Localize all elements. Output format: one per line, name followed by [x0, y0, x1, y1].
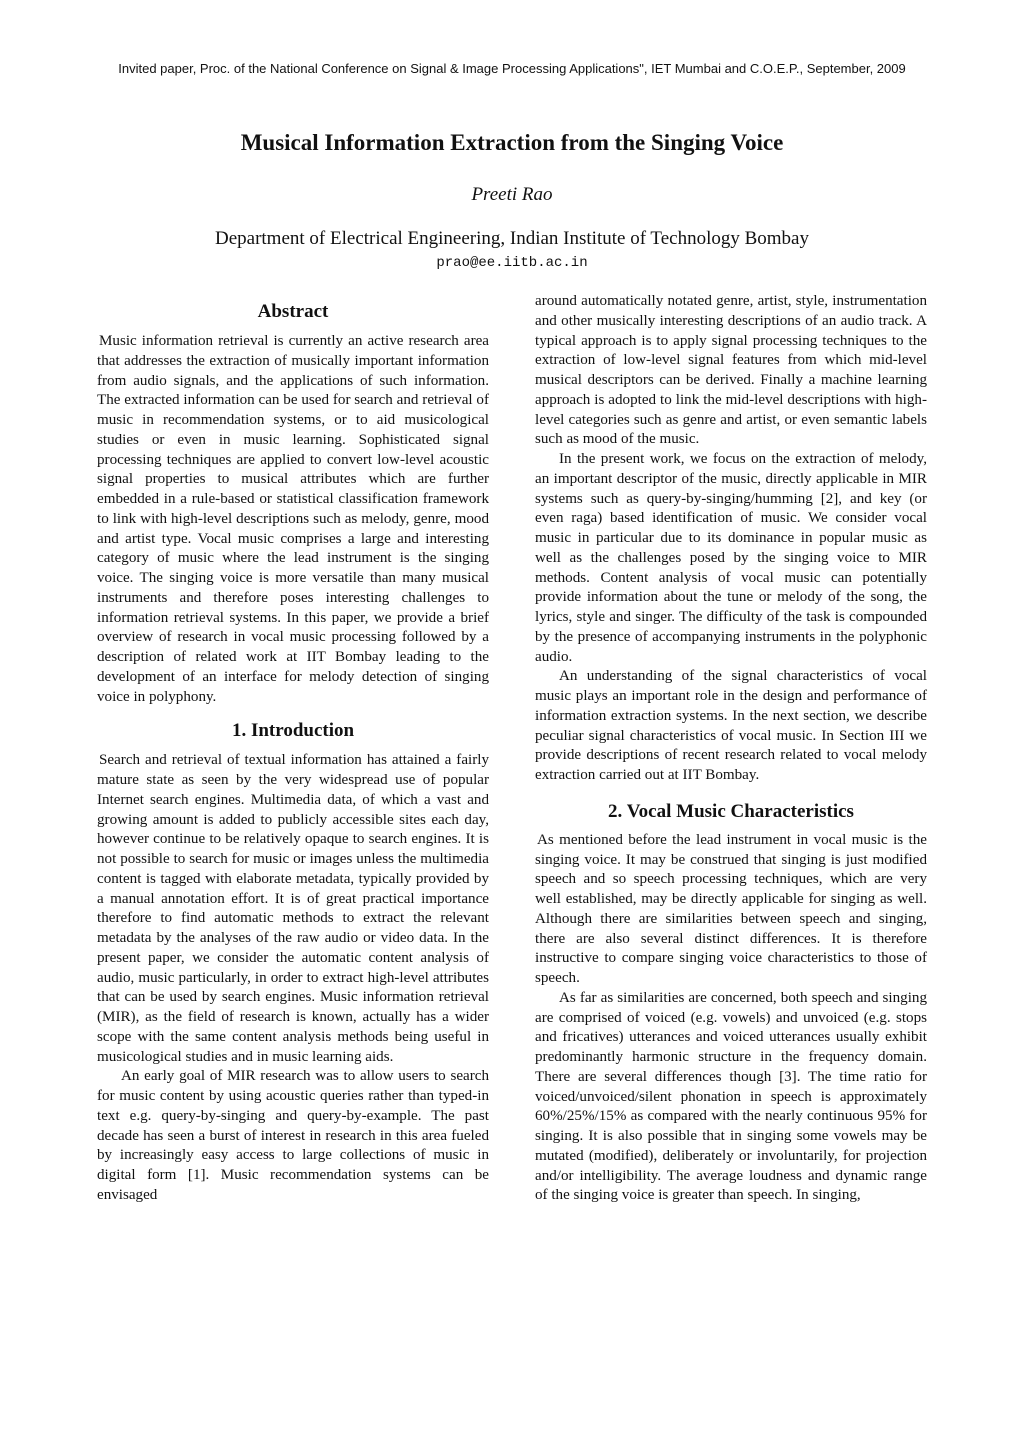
author-email: prao@ee.iitb.ac.in: [436, 255, 588, 271]
section2-paragraph-2: As far as similarities are concerned, both speech and singing are comprised of voiced (e.g. vowels) and unvoiced (e.g. stops and fricatives) utterances and voiced utterances usually exhibit predominantly harmonic structure in the frequency domain. There are several differences though [3]. The time ratio for voiced/unvoiced/silent phonation in speech is approximately 60%/25%/15% as compared with the nearly continuous 95% for singing. It is also possible that in singing some vowels may be mutated (modified), deliberately or involuntarily, for projection and/or intelligibility. The average loudness and dynamic range of the singing voice is greater than speech. In singing,: [535, 989, 927, 1204]
paper-title: Musical Information Extraction from the Singing Voice: [240, 130, 784, 155]
intro-paragraph-2-continued: around automatically notated genre, artist, style, instrumentation and other musically interesting descriptions of an audio track. A typical approach is to apply signal processing techniques to the extraction of low-level signal features from which mid-level musical descriptors can be derived. Finally a machine learning approach is adopted to link the mid-level descriptions with high-level categories such as genre and artist, or even semantic labels such as mood of the music.: [535, 293, 927, 448]
section2-paragraph-1: As mentioned before the lead instrument in vocal music is the singing voice. It may be construed that singing is just modified speech and so speech processing techniques, which are very well established, may be directly applicable for singing as well. Although there are similarities between speech and singing, there are also several distinct differences. It is therefore instructive to compare singing voice characteristics to those of speech.: [535, 831, 927, 986]
intro-paragraph-2: An early goal of MIR research was to allow users to search for music content by using acoustic queries rather than typed-in text e.g. query-by-singing and query-by-example. The past decade has seen a burst of interest in research in this area fueled by increasingly easy access to large collections of music in digital form [1]. Music recommendation systems can be envisaged: [97, 1068, 489, 1203]
introduction-heading: 1. Introduction: [231, 720, 355, 742]
intro-paragraph-4: An understanding of the signal characteristics of vocal music plays an important role in the design and performance of information extraction systems. In the next section, we describe peculiar signal characteristics of vocal music. In Section III we provide descriptions of recent research related to vocal melody extraction carried out at IIT Bombay.: [535, 668, 927, 783]
venue-header: Invited paper, Proc. of the National Conference on Signal & Image Processing Applications", IET Mumbai and C.O.E.P., September, 2009: [118, 61, 906, 76]
left-column: [97, 296, 489, 1206]
author-name: Preeti Rao: [471, 184, 553, 205]
intro-paragraph-3: In the present work, we focus on the extraction of melody, an important descriptor of the music, directly applicable in MIR systems such as query-by-singing/humming [2], and key (or even raga) based identification of music. We consider vocal music in particular due to its dominance in popular music as well as the challenges posed by the singing voice to MIR methods. Content analysis of vocal music can potentially provide information about the tune or melody of the song, the lyrics, style and singer. The difficulty of the task is compounded by the presence of accompanying instruments in the polyphonic audio.: [535, 451, 927, 665]
abstract-heading: Abstract: [257, 301, 329, 322]
author-affiliation: Department of Electrical Engineering, Indian Institute of Technology Bombay: [214, 228, 809, 249]
intro-paragraph-1: Search and retrieval of textual information has attained a fairly mature state as seen by the very widespread use of popular Internet search engines. Multimedia data, of which a vast and growing amount is added to publicly accessible sites each day, however continue to be relatively opaque to search engines. It is not possible to search for music or images unless the multimedia content is tagged with elaborate metadata, typically provided by a manual annotation effort. It is of great practical importance therefore to find automatic methods to extract the relevant metadata by the analyses of the raw audio or video data. In the present paper, we consider the automatic content analysis of audio, music particularly, in order to extract high-level attributes that can be used by search engines. Music information retrieval (MIR), as the field of research is known, actually has a wider scope with the same content analysis methods being useful in musicological studies and in music learning aids.: [97, 752, 489, 1065]
abstract-text: Music information retrieval is currently an active research area that addresses the extraction of musically important information from audio signals, and the applications of such information. The extracted information can be used for search and retrieval of music in recommendation systems, or to aid musicological studies or even in music learning. Sophisticated signal processing techniques are applied to convert low-level acoustic signal properties to musical attributes which are further embedded in a rule-based or statistical classification framework to link with high-level descriptions such as melody, genre, mood and artist type. Vocal music comprises a large and interesting category of music where the lead instrument is the singing voice. The singing voice is more versatile than many musical instruments and therefore poses interesting challenges to information retrieval systems. In this paper, we provide a brief overview of research in vocal music processing followed by a description of related work at IIT Bombay leading to the development of an interface for melody detection of singing voice in polyphony.: [97, 333, 489, 705]
section2-heading: 2. Vocal Music Characteristics: [608, 800, 854, 822]
right-column: [535, 292, 927, 1206]
